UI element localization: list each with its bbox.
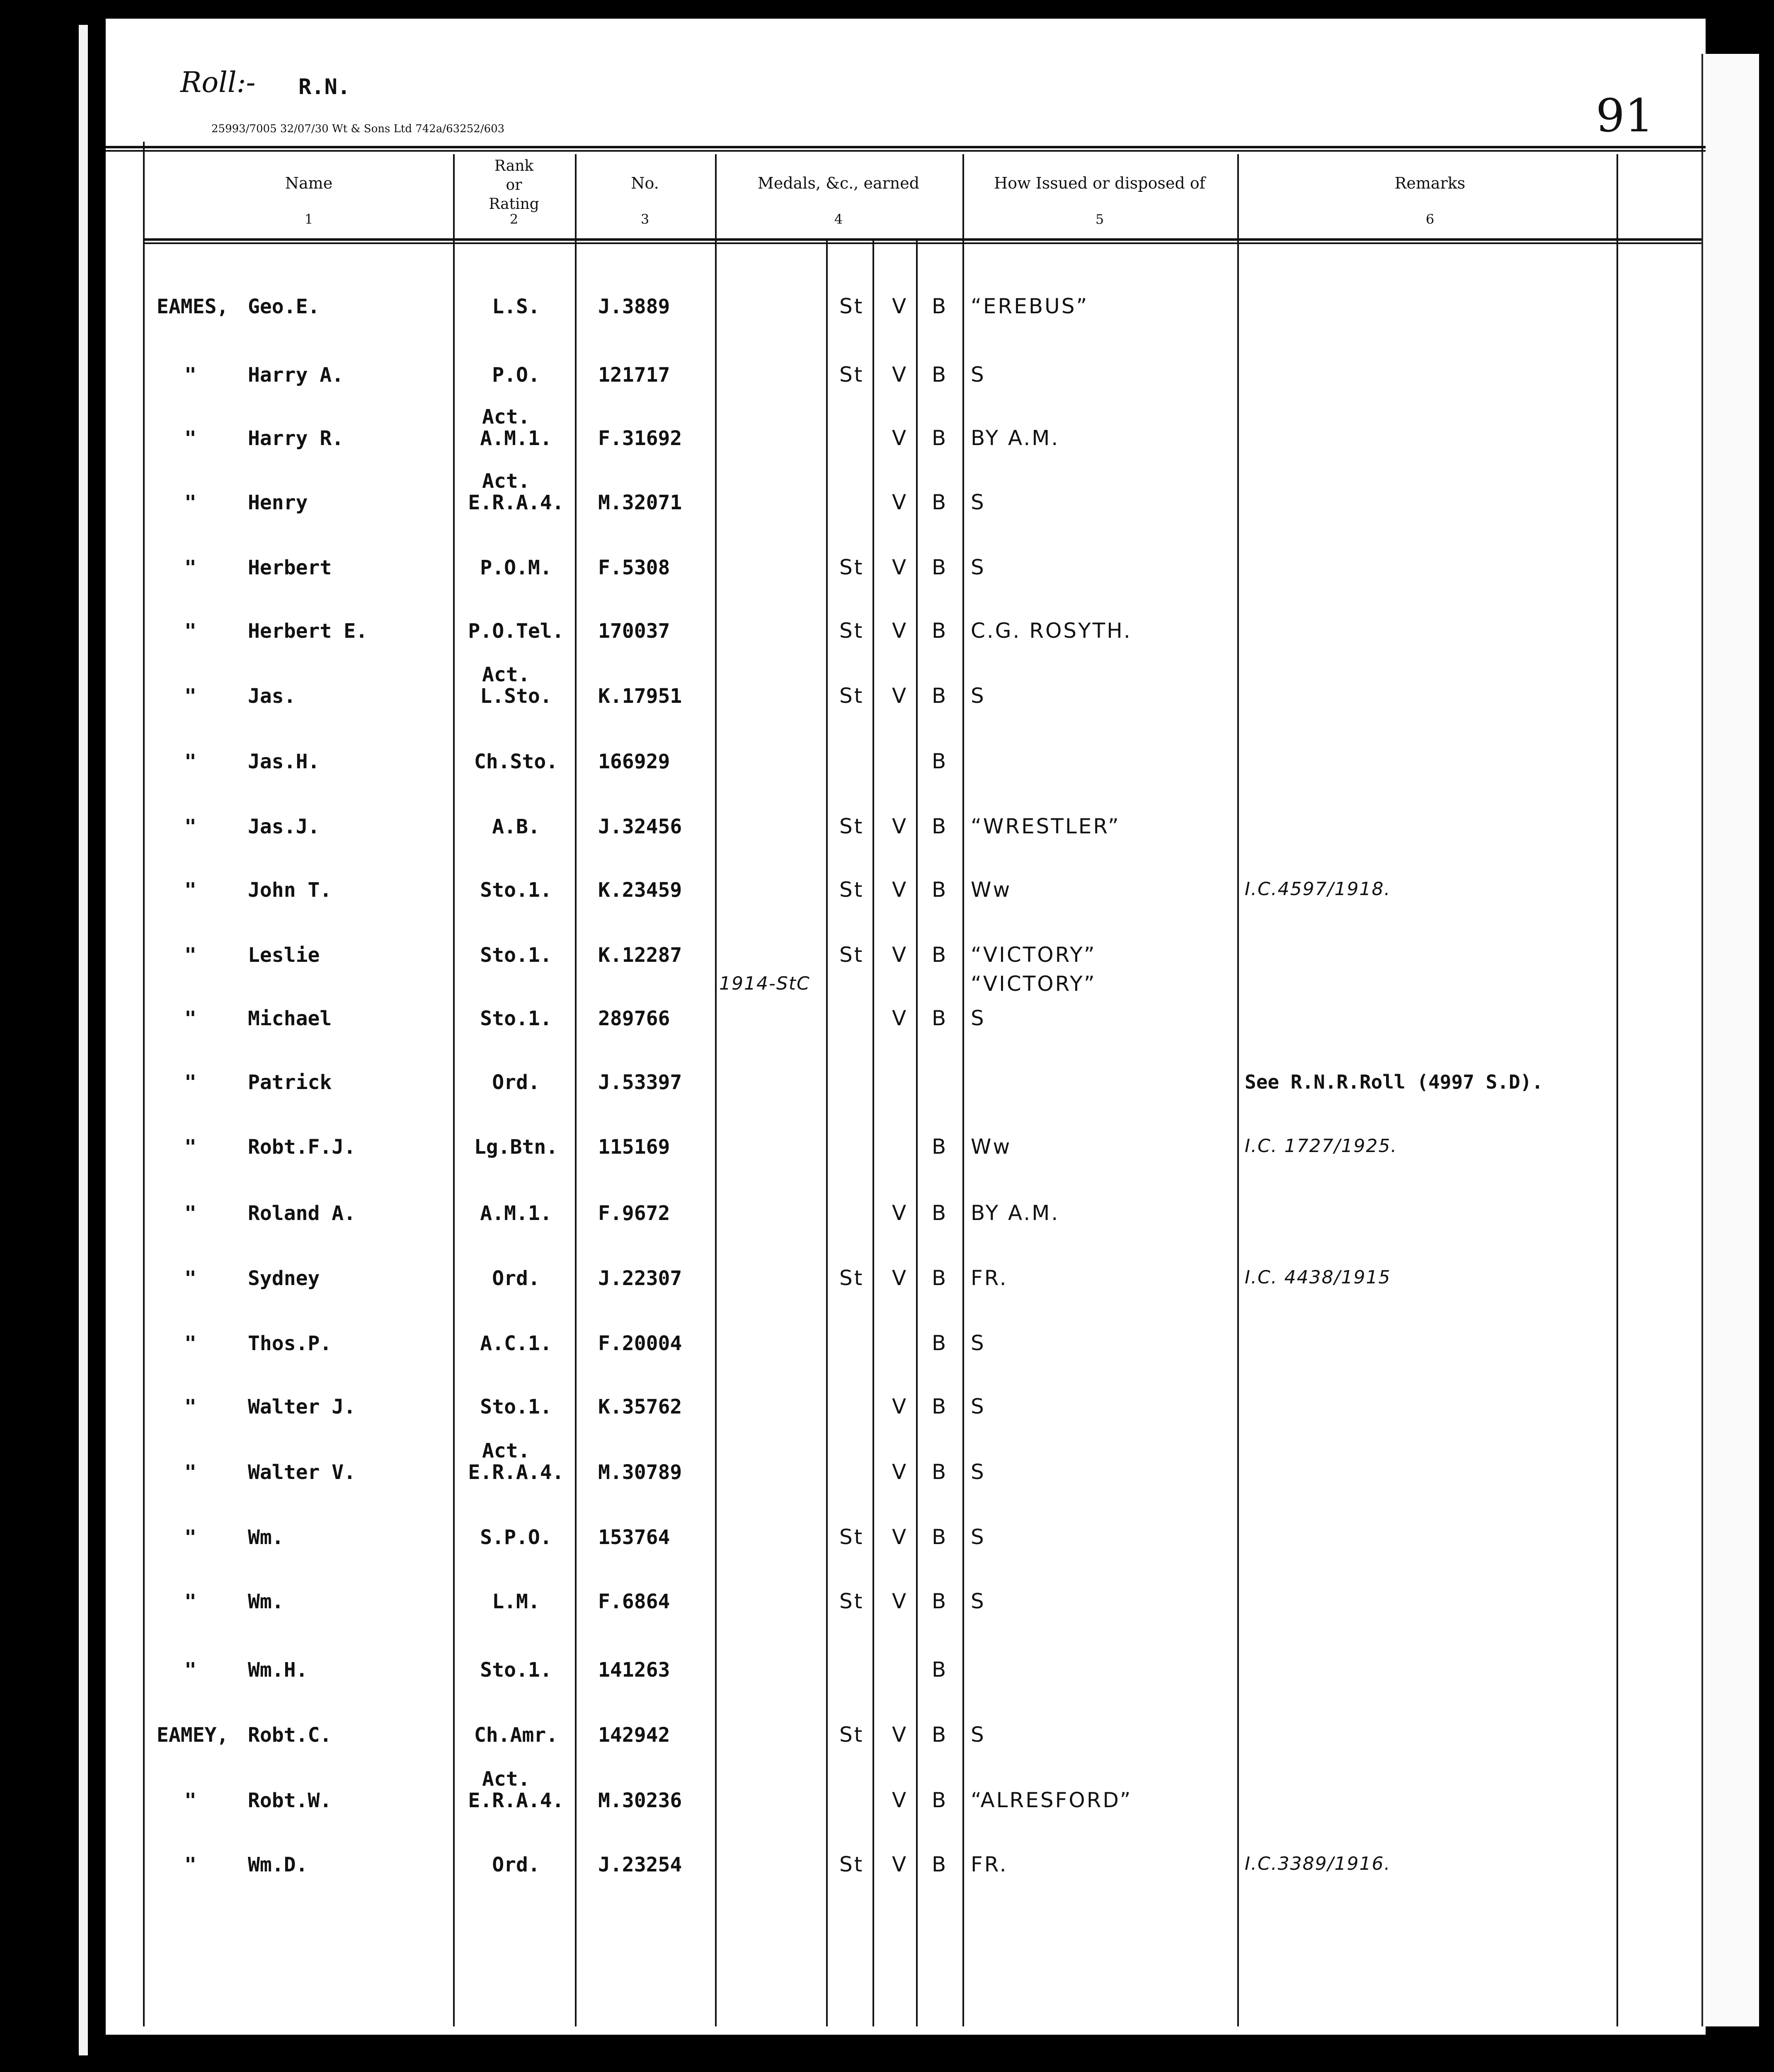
entry-how-issued: S bbox=[971, 1460, 986, 1484]
medal-victory-mark: V bbox=[892, 943, 908, 967]
entry-rank: Sto.1. bbox=[480, 944, 552, 967]
medal-star-mark: St bbox=[839, 1723, 864, 1747]
medal-victory-mark: V bbox=[892, 294, 908, 318]
entry-given-name: Robt.F.J. bbox=[248, 1135, 356, 1159]
medal-victory-mark: V bbox=[892, 814, 908, 838]
ditto-mark: " bbox=[184, 685, 196, 708]
entry-how-issued: Ww bbox=[971, 1135, 1012, 1159]
entry-rank-prefix: Act. bbox=[482, 663, 530, 686]
entry-how-issued: BY A.M. bbox=[971, 1201, 1060, 1225]
entry-given-name: Robt.W. bbox=[248, 1789, 332, 1812]
entry-service-number: J.32456 bbox=[598, 815, 682, 838]
entry-how-issued: S bbox=[971, 490, 986, 514]
entry-given-name: Patrick bbox=[248, 1071, 332, 1094]
entry-given-name: Jas.J. bbox=[248, 815, 320, 838]
entry-rank: S.P.O. bbox=[480, 1526, 552, 1549]
entry-service-number: K.23459 bbox=[598, 879, 682, 902]
medal-british-mark: B bbox=[932, 943, 948, 967]
column-rule bbox=[1237, 154, 1239, 2026]
entry-service-number: F.20004 bbox=[598, 1332, 682, 1355]
left-page-edge bbox=[79, 25, 88, 2055]
column-rule bbox=[715, 154, 717, 2026]
medal-british-mark: B bbox=[932, 1589, 948, 1613]
entry-rank: Sto.1. bbox=[480, 879, 552, 902]
ditto-mark: " bbox=[184, 750, 196, 773]
entry-rank: A.C.1. bbox=[480, 1332, 552, 1355]
entry-given-name: Thos.P. bbox=[248, 1332, 332, 1355]
column-rule bbox=[143, 142, 145, 2026]
entry-how-issued: S bbox=[971, 1006, 986, 1030]
entry-how-issued: “ALRESFORD” bbox=[971, 1788, 1132, 1812]
entry-rank: L.Sto. bbox=[480, 685, 552, 708]
medal-british-mark: B bbox=[932, 1331, 948, 1355]
entry-service-number: M.30789 bbox=[598, 1461, 682, 1484]
entry-given-name: Walter V. bbox=[248, 1461, 356, 1484]
entry-rank: L.M. bbox=[492, 1590, 540, 1613]
column-header-label: No. bbox=[631, 174, 659, 192]
header-rule bbox=[106, 146, 1706, 148]
entry-how-issued: S bbox=[971, 684, 986, 708]
ditto-mark: " bbox=[184, 944, 196, 967]
entry-remarks: I.C.4597/1918. bbox=[1245, 879, 1391, 900]
entry-rank: Ch.Amr. bbox=[474, 1723, 558, 1747]
entry-given-name: Geo.E. bbox=[248, 295, 320, 318]
entry-service-number: 289766 bbox=[598, 1007, 670, 1030]
ditto-mark: " bbox=[184, 1267, 196, 1290]
medal-victory-mark: V bbox=[892, 426, 908, 450]
ditto-mark: " bbox=[184, 363, 196, 387]
medal-victory-mark: V bbox=[892, 1525, 908, 1549]
entry-how-issued: “WRESTLER” bbox=[971, 814, 1120, 838]
medal-star-mark: St bbox=[839, 1589, 864, 1613]
medal-british-mark: B bbox=[932, 426, 948, 450]
entry-rank: P.O. bbox=[492, 363, 540, 387]
medal-british-mark: B bbox=[932, 1852, 948, 1876]
column-header-number: 2 bbox=[509, 211, 519, 227]
rank-header-line: Rank bbox=[494, 157, 534, 174]
rank-header-line: Rating bbox=[489, 196, 539, 213]
entry-how-issued: “EREBUS” bbox=[971, 294, 1089, 318]
entry-given-name: Henry bbox=[248, 491, 308, 514]
medal-star-mark: St bbox=[839, 1852, 864, 1876]
ditto-mark: " bbox=[184, 556, 196, 579]
entry-rank: Ord. bbox=[492, 1267, 540, 1290]
rank-header-line: or bbox=[506, 177, 522, 194]
entry-rank: E.R.A.4. bbox=[468, 1461, 564, 1484]
entry-service-number: 141263 bbox=[598, 1658, 670, 1682]
ditto-mark: " bbox=[184, 1461, 196, 1484]
entry-service-number: 166929 bbox=[598, 750, 670, 773]
entry-service-number: 115169 bbox=[598, 1135, 670, 1159]
entry-rank: Ch.Sto. bbox=[474, 750, 558, 773]
ditto-mark: " bbox=[184, 491, 196, 514]
column-header-number: 6 bbox=[1425, 211, 1435, 227]
entry-given-name: Herbert E. bbox=[248, 620, 368, 643]
medal-british-mark: B bbox=[932, 1006, 948, 1030]
entry-given-name: Jas.H. bbox=[248, 750, 320, 773]
entry-service-number: 170037 bbox=[598, 620, 670, 643]
entry-given-name: Leslie bbox=[248, 944, 320, 967]
entry-given-name: Walter J. bbox=[248, 1395, 356, 1418]
medal-victory-mark: V bbox=[892, 363, 908, 387]
entry-rank: A.M.1. bbox=[480, 427, 552, 450]
medal-victory-mark: V bbox=[892, 1006, 908, 1030]
ditto-mark: " bbox=[184, 879, 196, 902]
entry-service-number: K.17951 bbox=[598, 685, 682, 708]
medal-british-mark: B bbox=[932, 619, 948, 643]
medal-british-mark: B bbox=[932, 1788, 948, 1812]
entry-rank-prefix: Act. bbox=[482, 470, 530, 493]
ditto-mark: " bbox=[184, 427, 196, 450]
medal-british-mark: B bbox=[932, 363, 948, 387]
entry-given-name: Michael bbox=[248, 1007, 332, 1030]
entry-rank-prefix: Act. bbox=[482, 405, 530, 428]
medal-victory-mark: V bbox=[892, 555, 908, 579]
entry-rank: L.S. bbox=[492, 295, 540, 318]
medal-victory-mark: V bbox=[892, 619, 908, 643]
column-header-number: 1 bbox=[304, 211, 313, 227]
column-rule bbox=[1616, 154, 1618, 2026]
entry-rank: Sto.1. bbox=[480, 1007, 552, 1030]
entry-surname: EAMES, bbox=[157, 295, 229, 318]
medal-star-mark: St bbox=[839, 363, 864, 387]
entry-how-issued: BY A.M. bbox=[971, 426, 1060, 450]
medal-star-mark: St bbox=[839, 1266, 864, 1290]
medal-british-mark: B bbox=[932, 1266, 948, 1290]
entry-service-number: 142942 bbox=[598, 1723, 670, 1747]
column-rule bbox=[916, 240, 918, 2026]
medal-star-mark: St bbox=[839, 1525, 864, 1549]
entry-given-name: John T. bbox=[248, 879, 332, 902]
entry-service-number: 121717 bbox=[598, 363, 670, 387]
medal-british-mark: B bbox=[932, 490, 948, 514]
medal-british-mark: B bbox=[932, 294, 948, 318]
entry-given-name: Wm.D. bbox=[248, 1853, 308, 1876]
entry-service-number: K.12287 bbox=[598, 944, 682, 967]
entry-service-number: J.22307 bbox=[598, 1267, 682, 1290]
page-number: 91 bbox=[1596, 89, 1654, 142]
entry-rank: A.B. bbox=[492, 815, 540, 838]
entry-service-number: F.5308 bbox=[598, 556, 670, 579]
medal-victory-mark: V bbox=[892, 1723, 908, 1747]
ditto-mark: " bbox=[184, 1526, 196, 1549]
entry-remarks: See R.N.R.Roll (4997 S.D). bbox=[1245, 1071, 1544, 1093]
entry-service-number: J.3889 bbox=[598, 295, 670, 318]
column-header-number: 3 bbox=[640, 211, 649, 227]
column-rule bbox=[453, 154, 455, 2026]
column-rule bbox=[962, 154, 964, 2026]
entry-rank: Sto.1. bbox=[480, 1658, 552, 1682]
entry-given-name: Harry R. bbox=[248, 427, 344, 450]
medal-british-mark: B bbox=[932, 1460, 948, 1484]
header-rule bbox=[106, 150, 1706, 152]
medal-british-mark: B bbox=[932, 814, 948, 838]
next-page-edge bbox=[1701, 54, 1759, 2026]
medal-victory-mark: V bbox=[892, 1788, 908, 1812]
entry-rank: Ord. bbox=[492, 1071, 540, 1094]
entry-how-issued: FR. bbox=[971, 1266, 1008, 1290]
ditto-mark: " bbox=[184, 1135, 196, 1159]
entry-how-issued: S bbox=[971, 1525, 986, 1549]
ditto-mark: " bbox=[184, 815, 196, 838]
ditto-mark: " bbox=[184, 1007, 196, 1030]
entry-given-name: Wm.H. bbox=[248, 1658, 308, 1682]
medal-victory-mark: V bbox=[892, 1852, 908, 1876]
entry-rank: A.M.1. bbox=[480, 1202, 552, 1225]
medal-british-mark: B bbox=[932, 555, 948, 579]
medal-victory-mark: V bbox=[892, 490, 908, 514]
medal-star-mark: St bbox=[839, 943, 864, 967]
entry-rank-prefix: Act. bbox=[482, 1439, 530, 1462]
column-header-label: Remarks bbox=[1394, 174, 1466, 192]
entry-how-issued: FR. bbox=[971, 1852, 1008, 1876]
medal-british-mark: B bbox=[932, 684, 948, 708]
entry-how-issued: S bbox=[971, 555, 986, 579]
medal-british-mark: B bbox=[932, 1201, 948, 1225]
entry-how-issued: S bbox=[971, 1723, 986, 1747]
entry-rank: E.R.A.4. bbox=[468, 1789, 564, 1812]
entry-given-name: Sydney bbox=[248, 1267, 320, 1290]
entry-rank: Ord. bbox=[492, 1853, 540, 1876]
column-header-label: Name bbox=[285, 174, 333, 192]
entry-how-issued: “VICTORY” bbox=[971, 943, 1096, 967]
entry-surname: EAMEY, bbox=[157, 1723, 229, 1747]
column-header-number: 4 bbox=[834, 211, 843, 227]
medal-british-mark: B bbox=[932, 878, 948, 902]
column-header-label: How Issued or disposed of bbox=[994, 174, 1205, 192]
entry-remarks: I.C. 4438/1915 bbox=[1245, 1267, 1391, 1288]
entry-service-number: F.9672 bbox=[598, 1202, 670, 1225]
entry-rank: P.O.Tel. bbox=[468, 620, 564, 643]
medal-star-mark: St bbox=[839, 555, 864, 579]
medal-british-mark: B bbox=[932, 749, 948, 773]
entry-service-number: J.23254 bbox=[598, 1853, 682, 1876]
entry-given-name: Roland A. bbox=[248, 1202, 356, 1225]
entry-how-issued: Ww bbox=[971, 878, 1012, 902]
entry-given-name: Jas. bbox=[248, 685, 296, 708]
ditto-mark: " bbox=[184, 1071, 196, 1094]
medal-victory-mark: V bbox=[892, 684, 908, 708]
how-issued-annotation: “VICTORY” bbox=[971, 972, 1096, 996]
ditto-mark: " bbox=[184, 1853, 196, 1876]
medal-star-mark: St bbox=[839, 684, 864, 708]
ditto-mark: " bbox=[184, 1789, 196, 1812]
medal-star-mark: St bbox=[839, 878, 864, 902]
ditto-mark: " bbox=[184, 1332, 196, 1355]
entry-how-issued: S bbox=[971, 363, 986, 387]
entry-remarks: I.C.3389/1916. bbox=[1245, 1853, 1391, 1874]
medal-star-mark: St bbox=[839, 814, 864, 838]
entry-rank: P.O.M. bbox=[480, 556, 552, 579]
entry-how-issued: S bbox=[971, 1589, 986, 1613]
medal-victory-mark: V bbox=[892, 1201, 908, 1225]
entry-rank: E.R.A.4. bbox=[468, 491, 564, 514]
entry-service-number: F.6864 bbox=[598, 1590, 670, 1613]
header-rule bbox=[143, 238, 1701, 241]
ditto-mark: " bbox=[184, 1590, 196, 1613]
medal-victory-mark: V bbox=[892, 1589, 908, 1613]
column-header-number: 5 bbox=[1095, 211, 1104, 227]
entry-how-issued: S bbox=[971, 1394, 986, 1418]
roll-label: Roll:- bbox=[180, 66, 256, 99]
entry-rank: Lg.Btn. bbox=[474, 1135, 558, 1159]
column-rule bbox=[872, 240, 874, 2026]
entry-service-number: J.53397 bbox=[598, 1071, 682, 1094]
entry-rank-prefix: Act. bbox=[482, 1767, 530, 1791]
medal-british-mark: B bbox=[932, 1135, 948, 1159]
entry-how-issued: C.G. ROSYTH. bbox=[971, 619, 1132, 643]
medal-british-mark: B bbox=[932, 1525, 948, 1549]
column-header-label: Medals, &c., earned bbox=[757, 174, 920, 192]
ditto-mark: " bbox=[184, 620, 196, 643]
printer-imprint: 25993/7005 32/07/30 Wt & Sons Ltd 742a/63252/603 bbox=[211, 123, 505, 135]
medal-british-mark: B bbox=[932, 1723, 948, 1747]
column-rule bbox=[826, 240, 828, 2026]
header-rule bbox=[143, 242, 1701, 244]
medal-star-mark: St bbox=[839, 294, 864, 318]
entry-given-name: Robt.C. bbox=[248, 1723, 332, 1747]
medal-star-annotation: 1914-StC bbox=[719, 973, 810, 994]
ditto-mark: " bbox=[184, 1202, 196, 1225]
entry-given-name: Wm. bbox=[248, 1526, 284, 1549]
medal-british-mark: B bbox=[932, 1658, 948, 1682]
medal-british-mark: B bbox=[932, 1394, 948, 1418]
entry-service-number: M.32071 bbox=[598, 491, 682, 514]
ditto-mark: " bbox=[184, 1658, 196, 1682]
entry-given-name: Herbert bbox=[248, 556, 332, 579]
entry-service-number: M.30236 bbox=[598, 1789, 682, 1812]
roll-value: R.N. bbox=[298, 75, 351, 99]
entry-service-number: 153764 bbox=[598, 1526, 670, 1549]
medal-victory-mark: V bbox=[892, 878, 908, 902]
medal-star-mark: St bbox=[839, 619, 864, 643]
medal-victory-mark: V bbox=[892, 1266, 908, 1290]
entry-given-name: Harry A. bbox=[248, 363, 344, 387]
entry-how-issued: S bbox=[971, 1331, 986, 1355]
entry-given-name: Wm. bbox=[248, 1590, 284, 1613]
entry-remarks: I.C. 1727/1925. bbox=[1245, 1135, 1398, 1157]
entry-rank: Sto.1. bbox=[480, 1395, 552, 1418]
ditto-mark: " bbox=[184, 1395, 196, 1418]
medal-victory-mark: V bbox=[892, 1460, 908, 1484]
medal-victory-mark: V bbox=[892, 1394, 908, 1418]
entry-service-number: F.31692 bbox=[598, 427, 682, 450]
entry-service-number: K.35762 bbox=[598, 1395, 682, 1418]
